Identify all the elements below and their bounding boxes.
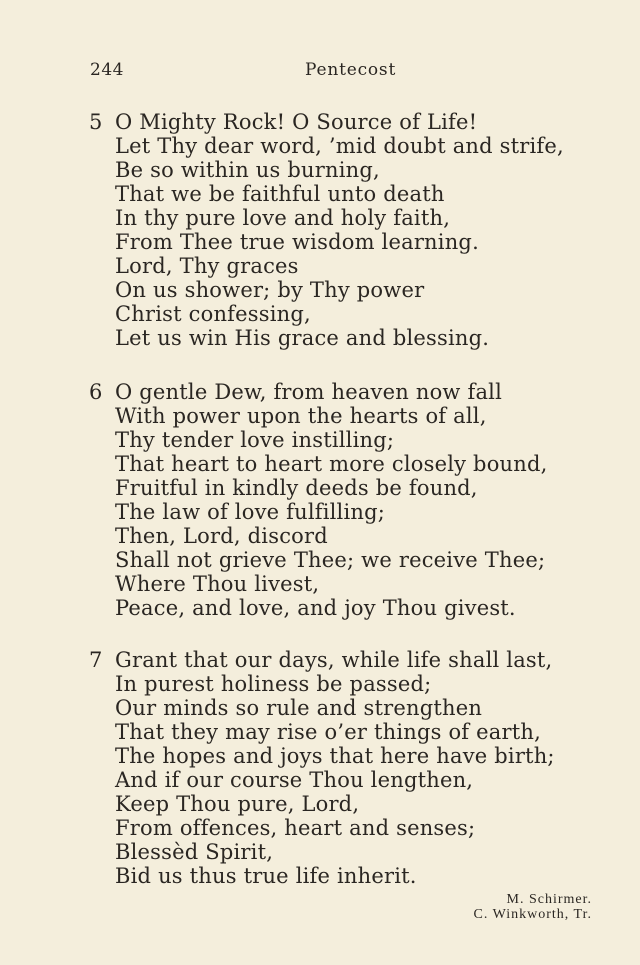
page-header <box>90 60 610 84</box>
author-credit: M. Schirmer. <box>506 892 592 907</box>
verse-line: In purest holiness be passed; <box>115 672 432 696</box>
verse-line: Our minds so rule and strengthen <box>115 696 483 720</box>
verse-line: Lord, Thy graces <box>115 254 299 278</box>
verse-line: Let us win His grace and blessing. <box>115 326 490 350</box>
verse-line: On us shower; by Thy power <box>115 278 425 302</box>
page-number: 244 <box>90 60 124 80</box>
verse-line: Christ confessing, <box>115 302 311 326</box>
verse-line: Thy tender love instilling; <box>115 428 395 452</box>
stanza-number: 6 <box>89 380 103 404</box>
verse-line: That we be faithful unto death <box>115 182 445 206</box>
verse-line: Shall not grieve Thee; we receive Thee; <box>115 548 546 572</box>
verse-line: Let Thy dear word, ’mid doubt and strife, <box>115 134 564 158</box>
verse-line: Be so within us burning, <box>115 158 380 182</box>
verse-line: From offences, heart and senses; <box>115 816 476 840</box>
verse-line: The law of love fulfilling; <box>115 500 386 524</box>
verse-line: O Mighty Rock! O Source of Life! <box>115 110 478 134</box>
verse-line: From Thee true wisdom learning. <box>115 230 479 254</box>
stanza-number: 5 <box>89 110 103 134</box>
verse-line: Bid us thus true life inherit. <box>115 864 417 888</box>
verse-line: O gentle Dew, from heaven now fall <box>115 380 502 404</box>
verse-line: That heart to heart more closely bound, <box>115 452 548 476</box>
verse-line: Fruitful in kindly deeds be found, <box>115 476 478 500</box>
running-head: Pentecost <box>305 60 397 80</box>
verse-line: Grant that our days, while life shall last, <box>115 648 553 672</box>
verse-line: Peace, and love, and joy Thou givest. <box>115 596 516 620</box>
verse-line: In thy pure love and holy faith, <box>115 206 451 230</box>
verse-line: That they may rise o’er things of earth, <box>115 720 541 744</box>
stanza-number: 7 <box>89 648 103 672</box>
verse-line: And if our course Thou lengthen, <box>115 768 474 792</box>
verse-line: Keep Thou pure, Lord, <box>115 792 360 816</box>
verse-line: With power upon the hearts of all, <box>115 404 487 428</box>
verse-line: Where Thou livest, <box>115 572 320 596</box>
verse-line: Then, Lord, discord <box>115 524 328 548</box>
verse-line: The hopes and joys that here have birth; <box>115 744 555 768</box>
verse-line: Blessèd Spirit, <box>115 840 274 864</box>
translator-credit: C. Winkworth, Tr. <box>473 907 592 922</box>
